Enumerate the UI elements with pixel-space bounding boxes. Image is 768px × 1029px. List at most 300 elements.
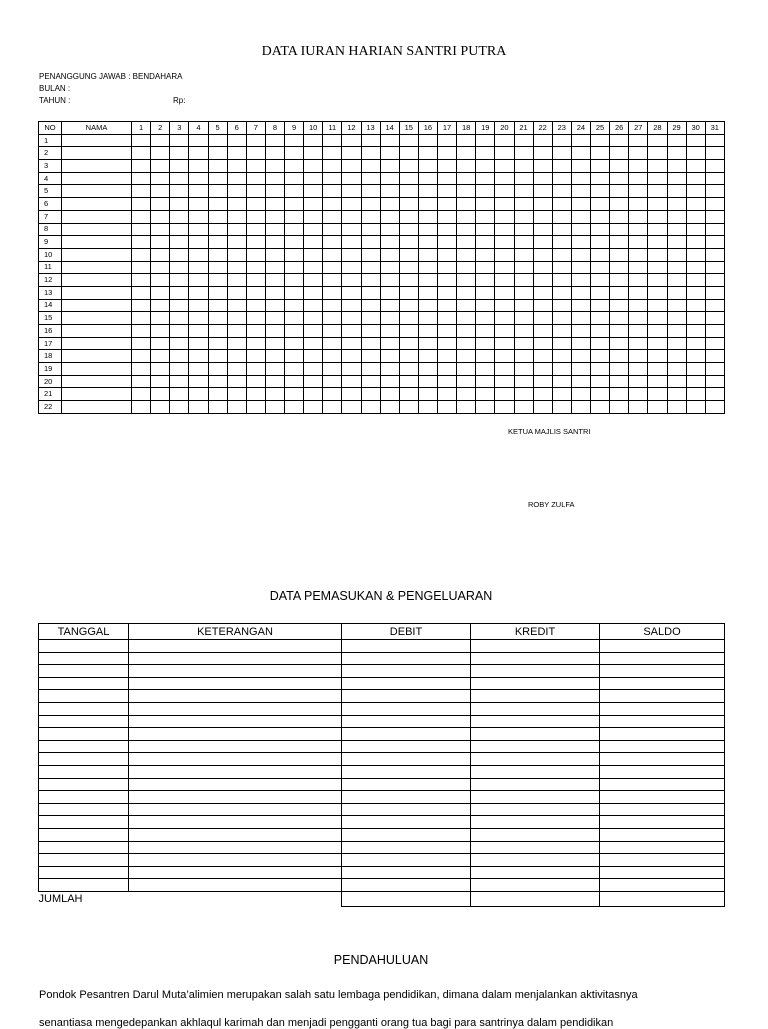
day-cell[interactable] [208,210,227,223]
day-cell[interactable] [610,350,629,363]
day-cell[interactable] [495,223,514,236]
day-cell[interactable] [170,274,189,287]
total-kredit-cell[interactable] [471,891,600,906]
day-cell[interactable] [686,312,705,325]
day-cell[interactable] [591,375,610,388]
day-cell[interactable] [476,350,495,363]
day-cell[interactable] [227,134,246,147]
day-cell[interactable] [610,172,629,185]
ledger-cell[interactable] [39,652,129,665]
day-cell[interactable] [476,299,495,312]
day-cell[interactable] [438,198,457,211]
day-cell[interactable] [151,248,170,261]
ledger-cell[interactable] [129,753,342,766]
day-cell[interactable] [457,134,476,147]
day-cell[interactable] [246,134,265,147]
day-cell[interactable] [361,401,380,414]
day-cell[interactable] [208,185,227,198]
day-cell[interactable] [667,223,686,236]
ledger-cell[interactable] [600,740,725,753]
day-cell[interactable] [132,274,151,287]
day-cell[interactable] [132,337,151,350]
day-cell[interactable] [323,198,342,211]
day-cell[interactable] [399,236,418,249]
day-cell[interactable] [399,401,418,414]
day-cell[interactable] [227,236,246,249]
ledger-cell[interactable] [600,778,725,791]
day-cell[interactable] [151,312,170,325]
day-cell[interactable] [265,223,284,236]
day-cell[interactable] [552,147,571,160]
day-cell[interactable] [705,388,724,401]
day-cell[interactable] [457,350,476,363]
ledger-cell[interactable] [600,854,725,867]
day-cell[interactable] [380,261,399,274]
ledger-cell[interactable] [342,652,471,665]
day-cell[interactable] [246,286,265,299]
day-cell[interactable] [132,388,151,401]
day-cell[interactable] [686,401,705,414]
day-cell[interactable] [610,160,629,173]
day-cell[interactable] [304,312,323,325]
day-cell[interactable] [380,210,399,223]
day-cell[interactable] [399,350,418,363]
day-cell[interactable] [361,236,380,249]
day-cell[interactable] [208,312,227,325]
day-cell[interactable] [399,185,418,198]
ledger-cell[interactable] [342,816,471,829]
day-cell[interactable] [380,198,399,211]
day-cell[interactable] [246,375,265,388]
day-cell[interactable] [265,147,284,160]
day-cell[interactable] [495,274,514,287]
ledger-cell[interactable] [129,702,342,715]
day-cell[interactable] [514,286,533,299]
day-cell[interactable] [495,401,514,414]
day-cell[interactable] [323,375,342,388]
day-cell[interactable] [552,134,571,147]
day-cell[interactable] [380,248,399,261]
day-cell[interactable] [705,274,724,287]
day-cell[interactable] [361,248,380,261]
day-cell[interactable] [418,172,437,185]
day-cell[interactable] [686,236,705,249]
day-cell[interactable] [667,401,686,414]
day-cell[interactable] [151,261,170,274]
day-cell[interactable] [610,147,629,160]
ledger-cell[interactable] [39,753,129,766]
day-cell[interactable] [571,388,590,401]
day-cell[interactable] [227,261,246,274]
day-cell[interactable] [132,261,151,274]
day-cell[interactable] [418,388,437,401]
day-cell[interactable] [304,350,323,363]
day-cell[interactable] [610,210,629,223]
day-cell[interactable] [304,286,323,299]
day-cell[interactable] [208,388,227,401]
day-cell[interactable] [629,160,648,173]
day-cell[interactable] [610,299,629,312]
day-cell[interactable] [323,236,342,249]
day-cell[interactable] [418,325,437,338]
ledger-cell[interactable] [471,652,600,665]
day-cell[interactable] [705,147,724,160]
day-cell[interactable] [514,223,533,236]
day-cell[interactable] [495,325,514,338]
ledger-cell[interactable] [39,803,129,816]
day-cell[interactable] [418,274,437,287]
ledger-cell[interactable] [600,866,725,879]
ledger-cell[interactable] [129,791,342,804]
ledger-cell[interactable] [39,866,129,879]
day-cell[interactable] [246,350,265,363]
day-cell[interactable] [265,134,284,147]
day-cell[interactable] [418,236,437,249]
day-cell[interactable] [591,160,610,173]
day-cell[interactable] [705,375,724,388]
day-cell[interactable] [667,363,686,376]
day-cell[interactable] [686,388,705,401]
ledger-cell[interactable] [39,828,129,841]
day-cell[interactable] [648,198,667,211]
day-cell[interactable] [438,134,457,147]
day-cell[interactable] [629,274,648,287]
day-cell[interactable] [457,185,476,198]
day-cell[interactable] [418,147,437,160]
day-cell[interactable] [227,299,246,312]
day-cell[interactable] [533,172,552,185]
day-cell[interactable] [170,147,189,160]
day-cell[interactable] [342,147,361,160]
day-cell[interactable] [323,261,342,274]
day-cell[interactable] [170,185,189,198]
day-cell[interactable] [457,274,476,287]
day-cell[interactable] [189,350,208,363]
day-cell[interactable] [514,210,533,223]
day-cell[interactable] [495,350,514,363]
day-cell[interactable] [591,248,610,261]
day-cell[interactable] [648,350,667,363]
ledger-cell[interactable] [129,778,342,791]
ledger-cell[interactable] [471,765,600,778]
day-cell[interactable] [285,172,304,185]
day-cell[interactable] [533,388,552,401]
day-cell[interactable] [705,401,724,414]
day-cell[interactable] [380,160,399,173]
day-cell[interactable] [208,363,227,376]
day-cell[interactable] [323,248,342,261]
day-cell[interactable] [705,363,724,376]
day-cell[interactable] [265,337,284,350]
day-cell[interactable] [514,388,533,401]
day-cell[interactable] [552,274,571,287]
day-cell[interactable] [170,198,189,211]
day-cell[interactable] [495,261,514,274]
day-cell[interactable] [208,172,227,185]
day-cell[interactable] [648,337,667,350]
day-cell[interactable] [648,401,667,414]
day-cell[interactable] [591,337,610,350]
day-cell[interactable] [533,312,552,325]
day-cell[interactable] [533,350,552,363]
day-cell[interactable] [285,312,304,325]
ledger-cell[interactable] [342,665,471,678]
day-cell[interactable] [495,248,514,261]
day-cell[interactable] [246,248,265,261]
day-cell[interactable] [246,198,265,211]
ledger-cell[interactable] [342,728,471,741]
day-cell[interactable] [438,350,457,363]
day-cell[interactable] [361,210,380,223]
ledger-cell[interactable] [471,665,600,678]
day-cell[interactable] [132,147,151,160]
ledger-cell[interactable] [471,816,600,829]
day-cell[interactable] [705,236,724,249]
ledger-cell[interactable] [342,866,471,879]
day-cell[interactable] [591,286,610,299]
day-cell[interactable] [705,185,724,198]
day-cell[interactable] [648,160,667,173]
day-cell[interactable] [189,286,208,299]
total-debit-cell[interactable] [342,891,471,906]
day-cell[interactable] [189,198,208,211]
day-cell[interactable] [342,299,361,312]
ledger-cell[interactable] [129,728,342,741]
day-cell[interactable] [170,299,189,312]
day-cell[interactable] [476,223,495,236]
day-cell[interactable] [227,248,246,261]
day-cell[interactable] [648,261,667,274]
name-cell[interactable] [62,236,132,249]
day-cell[interactable] [151,350,170,363]
day-cell[interactable] [648,248,667,261]
day-cell[interactable] [514,312,533,325]
day-cell[interactable] [380,274,399,287]
day-cell[interactable] [476,172,495,185]
ledger-cell[interactable] [342,778,471,791]
day-cell[interactable] [151,185,170,198]
day-cell[interactable] [399,375,418,388]
ledger-cell[interactable] [39,728,129,741]
day-cell[interactable] [208,375,227,388]
day-cell[interactable] [571,236,590,249]
day-cell[interactable] [323,160,342,173]
day-cell[interactable] [457,198,476,211]
ledger-cell[interactable] [342,803,471,816]
day-cell[interactable] [438,325,457,338]
day-cell[interactable] [571,375,590,388]
day-cell[interactable] [285,236,304,249]
day-cell[interactable] [514,274,533,287]
ledger-cell[interactable] [129,854,342,867]
ledger-cell[interactable] [600,879,725,892]
day-cell[interactable] [610,274,629,287]
day-cell[interactable] [132,185,151,198]
ledger-cell[interactable] [600,652,725,665]
day-cell[interactable] [457,160,476,173]
day-cell[interactable] [323,363,342,376]
ledger-cell[interactable] [39,791,129,804]
day-cell[interactable] [552,210,571,223]
day-cell[interactable] [227,274,246,287]
day-cell[interactable] [571,223,590,236]
day-cell[interactable] [438,401,457,414]
day-cell[interactable] [208,248,227,261]
day-cell[interactable] [514,375,533,388]
day-cell[interactable] [476,337,495,350]
name-cell[interactable] [62,388,132,401]
day-cell[interactable] [610,223,629,236]
day-cell[interactable] [438,248,457,261]
day-cell[interactable] [246,325,265,338]
day-cell[interactable] [629,375,648,388]
day-cell[interactable] [591,261,610,274]
ledger-cell[interactable] [342,702,471,715]
day-cell[interactable] [686,286,705,299]
day-cell[interactable] [227,350,246,363]
day-cell[interactable] [227,325,246,338]
day-cell[interactable] [189,388,208,401]
day-cell[interactable] [552,286,571,299]
ledger-cell[interactable] [342,740,471,753]
day-cell[interactable] [648,286,667,299]
ledger-cell[interactable] [471,715,600,728]
total-saldo-cell[interactable] [600,891,725,906]
day-cell[interactable] [132,248,151,261]
day-cell[interactable] [457,401,476,414]
day-cell[interactable] [514,261,533,274]
day-cell[interactable] [361,299,380,312]
ledger-cell[interactable] [129,816,342,829]
day-cell[interactable] [629,134,648,147]
day-cell[interactable] [476,388,495,401]
day-cell[interactable] [686,185,705,198]
day-cell[interactable] [495,337,514,350]
name-cell[interactable] [62,325,132,338]
ledger-cell[interactable] [129,740,342,753]
day-cell[interactable] [476,325,495,338]
day-cell[interactable] [285,325,304,338]
day-cell[interactable] [246,274,265,287]
day-cell[interactable] [227,147,246,160]
day-cell[interactable] [533,325,552,338]
day-cell[interactable] [648,325,667,338]
ledger-cell[interactable] [342,640,471,653]
day-cell[interactable] [571,363,590,376]
day-cell[interactable] [342,286,361,299]
day-cell[interactable] [571,185,590,198]
day-cell[interactable] [189,337,208,350]
day-cell[interactable] [170,388,189,401]
ledger-cell[interactable] [471,866,600,879]
day-cell[interactable] [399,286,418,299]
day-cell[interactable] [342,248,361,261]
day-cell[interactable] [323,325,342,338]
day-cell[interactable] [151,299,170,312]
day-cell[interactable] [495,210,514,223]
day-cell[interactable] [533,134,552,147]
day-cell[interactable] [438,363,457,376]
day-cell[interactable] [380,223,399,236]
day-cell[interactable] [265,172,284,185]
name-cell[interactable] [62,160,132,173]
ledger-cell[interactable] [129,828,342,841]
day-cell[interactable] [265,198,284,211]
day-cell[interactable] [285,299,304,312]
day-cell[interactable] [418,350,437,363]
day-cell[interactable] [648,363,667,376]
day-cell[interactable] [285,286,304,299]
day-cell[interactable] [571,210,590,223]
day-cell[interactable] [227,198,246,211]
day-cell[interactable] [304,210,323,223]
day-cell[interactable] [495,388,514,401]
day-cell[interactable] [686,147,705,160]
day-cell[interactable] [380,134,399,147]
day-cell[interactable] [629,363,648,376]
ledger-cell[interactable] [471,640,600,653]
day-cell[interactable] [495,198,514,211]
ledger-cell[interactable] [471,753,600,766]
day-cell[interactable] [438,147,457,160]
day-cell[interactable] [304,223,323,236]
day-cell[interactable] [476,261,495,274]
day-cell[interactable] [591,236,610,249]
day-cell[interactable] [208,337,227,350]
day-cell[interactable] [648,236,667,249]
ledger-cell[interactable] [129,715,342,728]
day-cell[interactable] [380,363,399,376]
day-cell[interactable] [399,388,418,401]
day-cell[interactable] [208,147,227,160]
day-cell[interactable] [151,401,170,414]
day-cell[interactable] [132,223,151,236]
day-cell[interactable] [285,274,304,287]
day-cell[interactable] [591,198,610,211]
day-cell[interactable] [514,172,533,185]
day-cell[interactable] [457,223,476,236]
day-cell[interactable] [265,350,284,363]
day-cell[interactable] [438,286,457,299]
day-cell[interactable] [552,160,571,173]
day-cell[interactable] [208,401,227,414]
day-cell[interactable] [189,325,208,338]
day-cell[interactable] [151,274,170,287]
day-cell[interactable] [514,299,533,312]
day-cell[interactable] [189,261,208,274]
ledger-cell[interactable] [39,778,129,791]
day-cell[interactable] [476,401,495,414]
day-cell[interactable] [208,160,227,173]
day-cell[interactable] [399,198,418,211]
day-cell[interactable] [495,160,514,173]
day-cell[interactable] [399,312,418,325]
day-cell[interactable] [667,147,686,160]
ledger-cell[interactable] [600,728,725,741]
day-cell[interactable] [189,248,208,261]
ledger-cell[interactable] [39,665,129,678]
day-cell[interactable] [686,134,705,147]
day-cell[interactable] [304,236,323,249]
day-cell[interactable] [361,172,380,185]
day-cell[interactable] [227,388,246,401]
day-cell[interactable] [571,325,590,338]
name-cell[interactable] [62,185,132,198]
name-cell[interactable] [62,198,132,211]
day-cell[interactable] [629,198,648,211]
day-cell[interactable] [170,134,189,147]
day-cell[interactable] [438,236,457,249]
